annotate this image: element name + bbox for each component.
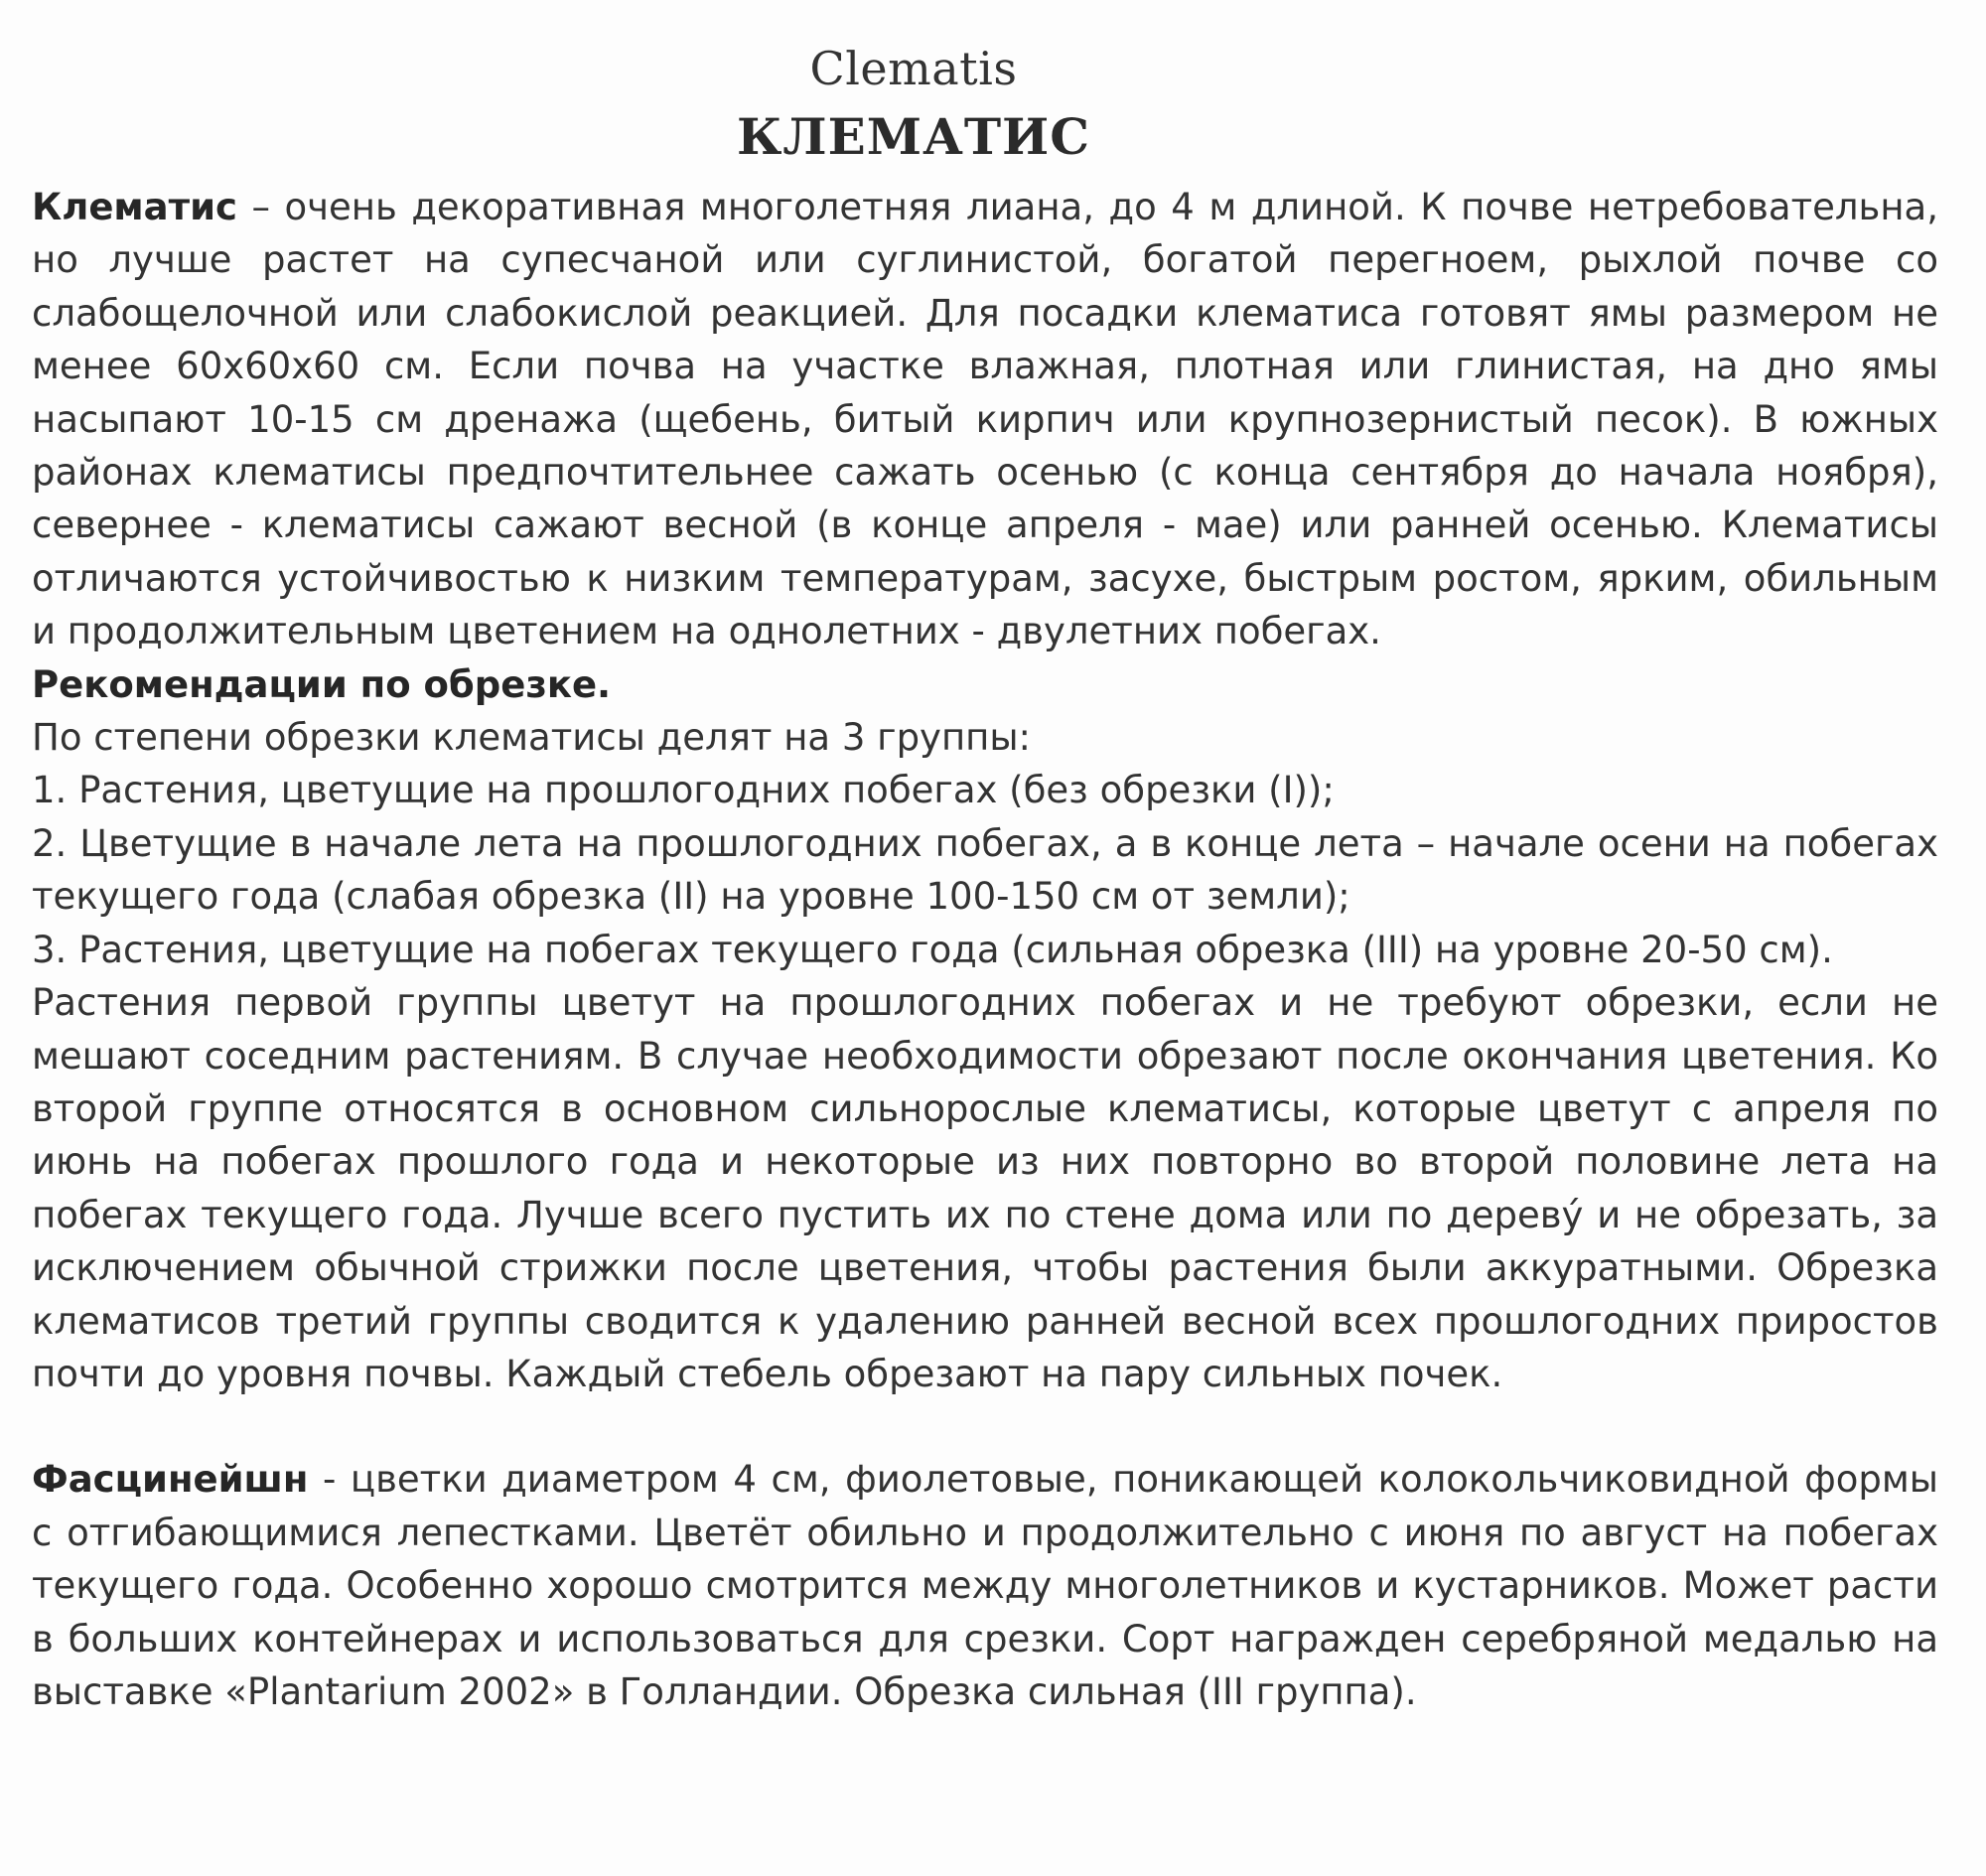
pruning-paragraph: Растения первой группы цветут на прошлогодних побегах и не требуют обрезки, если не мешают соседним растениям. В случае необходимости обрезают после окончания цветения. Ко второй группе относятся в основном сильнорослые клематисы, которые цветут с апреля по июнь на побегах прошлого года и некоторые из них повторно во второй половине лета на побегах текущего года. Лучше всего пустить их по стене дома или по дереву́ и не обрезать, за исключением обычной стрижки после цветения, чтобы растения были аккуратными. Обрезка клематисов третий группы сводится к удалению ранней весной всех прошлогодних приростов почти до уровня почвы. Каждый стебель обрезают на пару сильных почек.: [32, 981, 1938, 1395]
pruning-group-2: 2. Цветущие в начале лета на прошлогодних побегах, а в конце лета – начале осени на побегах текущего года (слабая обрезка (II) на уровне 100-150 см от земли);: [32, 821, 1938, 919]
body-text: [32, 181, 1938, 1718]
variety-paragraph: [32, 1453, 1938, 1718]
section-spacer: [32, 1400, 1938, 1453]
intro-text: – очень декоративная многолетняя лиана, до 4 м длиной. К почве нетребовательна, но лучше растет на супесчаной или суглинистой, богатой перегноем, рыхлой почве со слабощелочной или слабокислой реакцией. Для посадки клематиса готовят ямы размером не менее 60х60х60 см. Если почва на участке влажная, плотная или глинистая, на дно ямы насыпают 10-15 см дренажа (щебень, битый кирпич или крупнозернистый песок). В южных районах клематисы предпочтительнее сажать осенью (с конца сентября до начала ноября), севернее - клематисы сажают весной (в конце апреля - мае) или ранней осенью. Клематисы отличаются устойчивостью к низким температурам, засухе, быстрым ростом, ярким, обильным и продолжительным цветением на однолетних - двулетних побегах.: [32, 186, 1938, 653]
intro-paragraph: [32, 181, 1938, 658]
variety-term: Фасцинейшн: [32, 1458, 309, 1502]
pruning-lead: По степени обрезки клематисы делят на 3 группы:: [32, 716, 1032, 760]
pruning-group-1: 1. Растения, цветущие на прошлогодних побегах (без обрезки (I));: [32, 769, 1335, 812]
intro-term: Клематис: [32, 186, 237, 228]
pruning-heading: Рекомендации по обрезке.: [32, 662, 612, 706]
russian-title: КЛЕМАТИС: [736, 107, 1091, 166]
variety-text: - цветки диаметром 4 см, фиолетовые, поникающей колокольчиковидной формы с отгибающимися лепестками. Цветёт обильно и продолжительно с июня по август на побегах текущего года. Особенно хорошо смотрится между многолетников и кустарников. Может расти в больших контейнерах и использоваться для срезки. Сорт награжден серебряной медалью на выставке «Plantarium 2002» в Голландии. Обрезка сильная (III группа).: [32, 1458, 1938, 1713]
latin-title: Clematis: [809, 42, 1018, 95]
pruning-group-3: 3. Растения, цветущие на побегах текущего года (сильная обрезка (III) на уровне 20-50 см).: [32, 928, 1833, 971]
